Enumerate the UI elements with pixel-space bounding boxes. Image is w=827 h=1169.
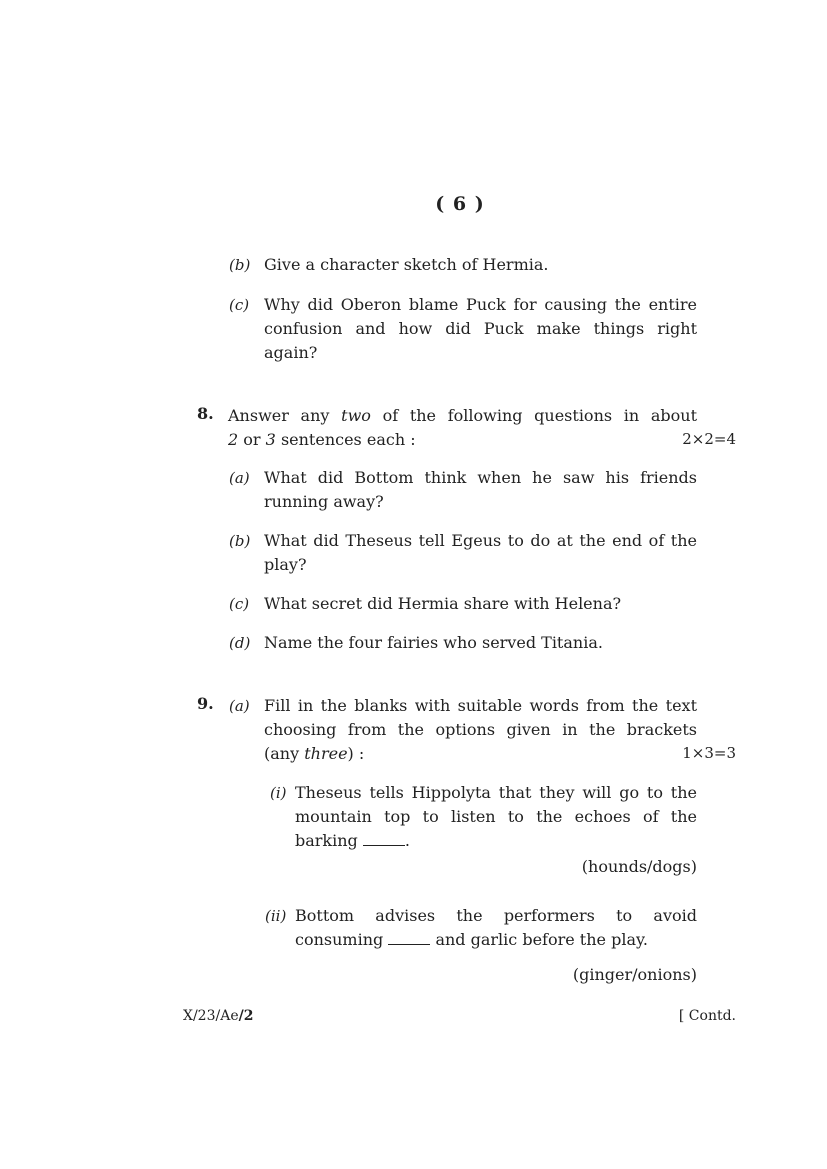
q7c-label: (c) [229,296,250,314]
footer-contd: [ Contd. [678,1008,736,1024]
q9-i-label: (i) [270,784,287,802]
q9-i-line3: barking . [295,831,410,850]
q9-i-options: (hounds/dogs) [581,857,697,876]
q9a-line3: (any three) : [264,744,365,763]
footer-code: X/23/Ae/2 [183,1008,254,1024]
q9-ii-line1: Bottom advises the performers to avoid [295,906,697,925]
q9-ii-line2: consuming and garlic before the play. [295,930,648,949]
q7b-label: (b) [229,256,251,274]
q9-ii-options: (ginger/onions) [572,965,697,984]
q8b-line1: What did Theseus tell Egeus to do at the end of the [264,531,697,550]
q9-marks: 1×3=3 [682,744,736,762]
page-number: ( 6 ) [435,193,485,215]
q7c-line2: confusion and how did Puck make things right [264,319,697,338]
q8b-label: (b) [229,532,251,550]
q8c-label: (c) [229,595,250,613]
answer-blank [388,932,430,945]
q9-i-line2: mountain top to listen to the echoes of the [295,807,697,826]
q8a-label: (a) [229,469,250,487]
q8d-label: (d) [229,634,251,652]
q8-marks: 2×2=4 [682,430,736,448]
q9a-line1: Fill in the blanks with suitable words from the text [264,696,697,715]
q7c-line1: Why did Oberon blame Puck for causing the entire [264,295,697,314]
q8-number: 8. [197,404,214,423]
q9-ii-label: (ii) [265,907,287,925]
q9-i-line1: Theseus tells Hippolyta that they will go to the [295,783,697,802]
q8a-line2: running away? [264,492,384,511]
q9a-line2: choosing from the options given in the brackets [264,720,697,739]
q9-number: 9. [197,694,214,713]
q7c-line3: again? [264,343,318,362]
q9a-label: (a) [229,697,250,715]
q8d-text: Name the four fairies who served Titania. [264,633,603,652]
q7b-text: Give a character sketch of Hermia. [264,255,549,274]
q8-intro-line2: 2 or 3 sentences each : [228,430,416,449]
q8b-line2: play? [264,555,307,574]
answer-blank [363,833,405,846]
q8a-line1: What did Bottom think when he saw his friends [264,468,697,487]
q8-intro-line1: Answer any two of the following questions in about [228,406,698,425]
q8c-text: What secret did Hermia share with Helena? [264,594,622,613]
